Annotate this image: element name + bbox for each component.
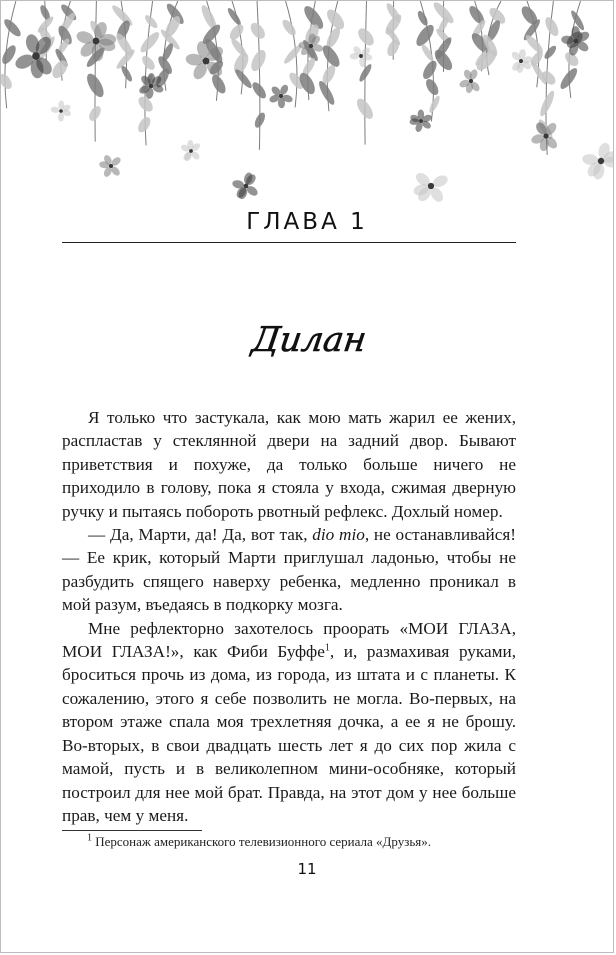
leaf	[280, 18, 298, 38]
flower-center	[244, 184, 249, 189]
flower-center	[519, 59, 523, 63]
paragraph	[62, 406, 516, 523]
petal	[58, 113, 64, 122]
leaf	[542, 44, 558, 61]
leaf	[538, 89, 557, 118]
flower-center	[359, 54, 363, 58]
flower-center	[428, 183, 434, 189]
flower-center	[573, 38, 578, 43]
leaf	[543, 15, 561, 38]
pov-name-text: Дилан	[249, 320, 369, 360]
leaf	[420, 59, 439, 82]
leaf	[248, 48, 268, 73]
flower-center	[419, 119, 423, 123]
leaf	[140, 54, 157, 73]
footnote-separator	[62, 830, 202, 831]
paragraph	[62, 617, 516, 828]
text-run: Я только что застукала, как мою мать жарил ее жених, распластав у стеклянной двери на задний двор. Бывают приветствия и похуже, да только больше ничего не приходило в голову, пока я стояла у входа, сжимая дверную ручку и пытаясь побороть рвотный рефлекс. Дохлый номер.	[62, 408, 516, 521]
leaf	[233, 67, 254, 90]
leaf	[2, 17, 23, 39]
leaf	[420, 43, 436, 63]
leaf	[423, 77, 440, 97]
stem	[95, 1, 96, 142]
chapter-body-text	[62, 406, 516, 827]
footnote-reference: 1	[324, 642, 330, 654]
footnote	[87, 834, 431, 850]
flower-center	[598, 158, 604, 164]
leaf	[49, 58, 70, 81]
leaf	[138, 29, 162, 54]
page-number: 11	[297, 860, 317, 878]
italic-phrase: dio mio	[312, 525, 365, 545]
paragraph	[62, 523, 516, 617]
leaf	[136, 94, 156, 114]
floral-border-illustration	[1, 1, 614, 233]
leaf	[1, 72, 14, 92]
leaf	[250, 80, 269, 101]
flower-center	[93, 38, 100, 45]
flower-center	[149, 84, 153, 88]
leaf	[209, 73, 228, 96]
leaf	[253, 111, 267, 129]
text-run: Мне рефлекторно захотелось проорать «МОИ ГЛАЗА, МОИ ГЛАЗА!», как Фиби Буффе	[62, 618, 516, 662]
leaf	[413, 22, 437, 49]
hanging-leaves	[1, 1, 586, 155]
flower-center	[279, 94, 283, 98]
leaf	[227, 22, 246, 42]
footnote-mark: 1	[87, 832, 92, 844]
flower-center	[59, 109, 63, 113]
leaf	[143, 13, 159, 30]
text-run: , не останавливайся! — Ее крик, который Марти приглушал ладонью, чтобы не разбудить спящего наверху ребенка, медленно проникал в мой разум, въедаясь в подкорку мозга.	[62, 525, 516, 615]
text-run: , и, размахивая руками, броситься прочь из дома, из города, из штата и с планеты. К сожалению, этого я себе позволить не могла. Во-первых, на втором этаже спала моя трехлетняя дочка, а ее я не брошу. Во-вторых, в свои двадцать шесть лет я до сих пор жила с мамой, пусть и в великолепном мини-особняке, который построил для нее мой брат. Правда, на этот дом у нее больше прав, чем у меня.	[62, 642, 516, 825]
chapter-title-rule	[62, 242, 516, 243]
flower-center	[32, 52, 40, 60]
leaf	[416, 9, 430, 26]
flower-center	[202, 57, 209, 64]
flower-center	[109, 164, 113, 168]
flower-center	[543, 133, 548, 138]
pov-character-name	[229, 313, 389, 365]
watercolor-flowers	[13, 20, 614, 204]
flower-center	[309, 44, 313, 48]
leaf	[427, 94, 441, 114]
footnote-text: Персонаж американского телевизионного сериала «Друзья».	[95, 834, 431, 849]
flower-center	[469, 79, 473, 83]
text-run: — Да, Марти, да! Да, вот так,	[88, 525, 313, 545]
chapter-title: ГЛАВА 1	[246, 209, 368, 235]
leaf	[136, 115, 153, 135]
flower-center	[189, 149, 193, 153]
